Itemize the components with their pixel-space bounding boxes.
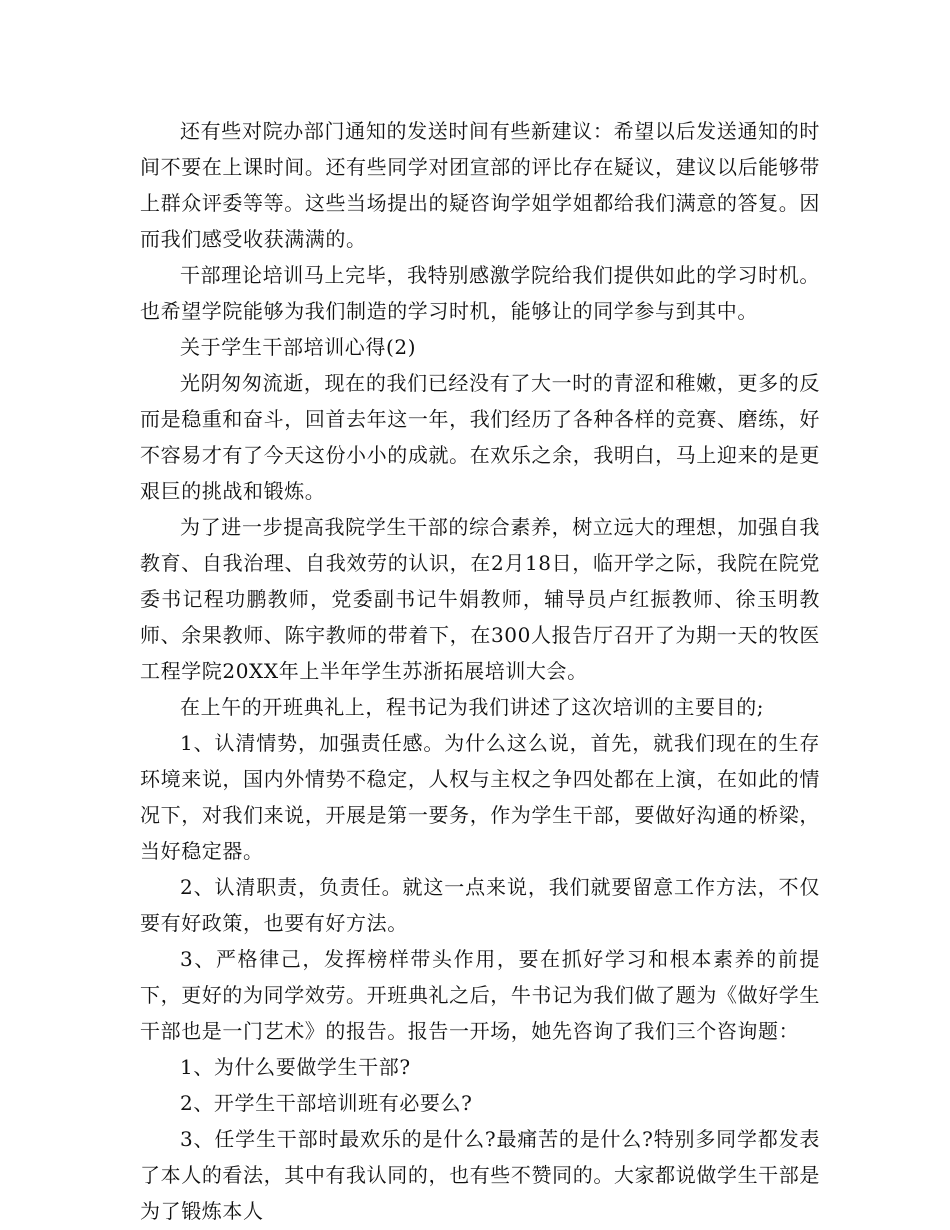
document-body <box>140 113 820 1229</box>
list-item: 3、任学生干部时最欢乐的是什么?最痛苦的是什么?特别多同学都发表了本人的看法，其中有我认同的，也有些不赞同的。大家都说做学生干部是为了锻炼本人 <box>140 1127 820 1223</box>
paragraph: 还有些对院办部门通知的发送时间有些新建议：希望以后发送通知的时间不要在上课时间。还有些同学对团宣部的评比存在疑议，建议以后能够带上群众评委等等。这些当场提出的疑咨询学姐学姐都给我们满意的答复。因而我们感受收获满满的。 <box>140 119 820 251</box>
paragraph: 干部理论培训马上完毕，我特别感激学院给我们提供如此的学习时机。也希望学院能够为我们制造的学习时机，能够让的同学参与到其中。 <box>140 263 820 323</box>
paragraph: 在上午的开班典礼上，程书记为我们讲述了这次培训的主要目的; <box>180 695 765 719</box>
list-item: 2、认清职责，负责任。就这一点来说，我们就要留意工作方法，不仅要有好政策，也要有好方法。 <box>140 875 820 935</box>
paragraph: 为了进一步提高我院学生干部的综合素养，树立远大的理想，加强自我教育、自我治理、自我效劳的认识，在2月18日，临开学之际，我院在院党委书记程功鹏教师，党委副书记牛娟教师，辅导员卢红振教师、徐玉明教师、余果教师、陈宇教师的带着下，在300人报告厅召开了为期一天的牧医工程学院20XX年上半年学生苏浙拓展培训大会。 <box>140 515 820 683</box>
list-item: 1、认清情势，加强责任感。为什么这么说，首先，就我们现在的生存环境来说，国内外情势不稳定，人权与主权之争四处都在上演，在如此的情况下，对我们来说，开展是第一要务，作为学生干部，要做好沟通的桥梁，当好稳定器。 <box>140 731 820 863</box>
section-heading: 关于学生干部培训心得(2) <box>180 335 417 359</box>
list-item: 2、开学生干部培训班有必要么? <box>180 1091 473 1115</box>
list-item: 3、严格律己，发挥榜样带头作用，要在抓好学习和根本素养的前提下，更好的为同学效劳。开班典礼之后，牛书记为我们做了题为《做好学生干部也是一门艺术》的报告。报告一开场，她先咨询了我们三个咨询题： <box>140 947 820 1043</box>
list-item: 1、为什么要做学生干部? <box>180 1055 411 1079</box>
paragraph: 光阴匆匆流逝，现在的我们已经没有了大一时的青涩和稚嫩，更多的反而是稳重和奋斗，回首去年这一年，我们经历了各种各样的竞赛、磨练，好不容易才有了今天这份小小的成就。在欢乐之余，我明白，马上迎来的是更艰巨的挑战和锻炼。 <box>140 371 820 503</box>
